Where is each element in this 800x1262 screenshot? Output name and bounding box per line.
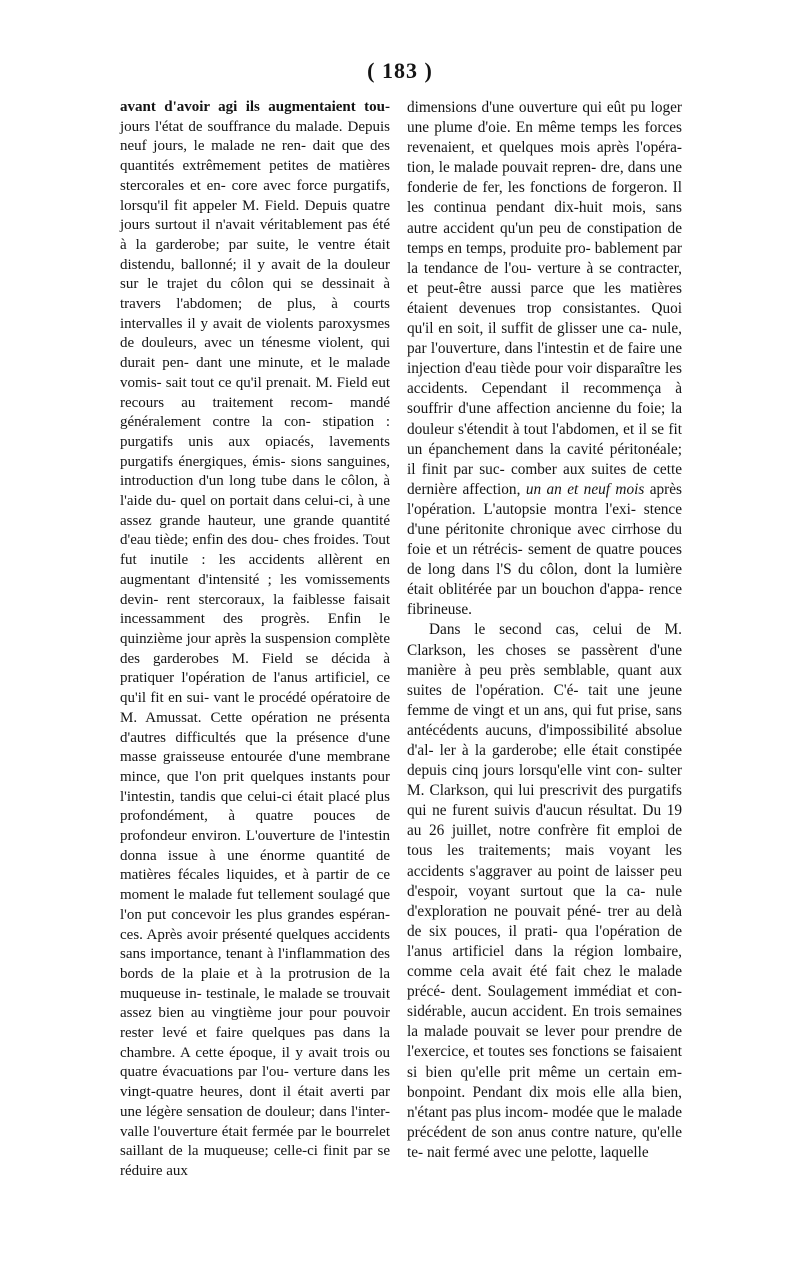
right-paragraph-1 [407, 98, 682, 620]
right-paragraph-1-after: après l'opération. L'autopsie montra l'exi- stence d'une péritonite chronique avec cirrhose du foie et un rétrécis- sement de quatre pouces de long dans l'S du côlon, dont la lumière était oblitérée par un bouchon d'appa- rence fibrineuse. [407, 480, 683, 619]
left-paragraph-1-lead: avant d'avoir agi ils augmentaient tou- [120, 99, 390, 115]
page-number: ( 183 ) [367, 58, 433, 83]
right-column [407, 98, 682, 1163]
left-paragraph-1 [120, 98, 390, 1182]
left-paragraph-1-text: jours l'état de souffrance du malade. Depuis neuf jours, le malade ne ren- dait que des quantités extrêmement petites de matières stercorales et en- core avec force purgatifs, lorsqu'il fit appeler M. Field. Depuis quatre jours surtout il n'avait véritablement pas été à la garderobe; par suite, le ventre était distendu, ballonné; il y avait de la douleur sur le trajet du côlon qui se dessinait à travers l'abdomen; de plus, à courts intervalles il y avait de violents paroxysmes de douleurs, avec un ténesme violent, qui durait pen- dant une minute, et le malade vomis- sait tout ce qu'il prenait. M. Field eut recours au traitement recom- mandé généralement contre la con- stipation : purgatifs unis aux opiacés, lavements purgatifs énergiques, émis- sions sanguines, introduction d'un long tube dans le côlon, à l'aide du- quel on portait dans celui-ci, à une assez grande hauteur, une grande quantité d'eau tiède; enfin des dou- ches froides. Tout fut inutile : les accidents allèrent en augmentant d'intensité ; les vomissements devin- rent stercoraux, la faiblesse faisait incessamment des progrès. Enfin le quinzième jour après la suspension complète des garderobes M. Field se décida à pratiquer l'opération de l'anus artificiel, ce qu'il fit en sui- vant le procédé opératoire de M. Amussat. Cette opération ne présenta d'autres difficultés que la présence d'une masse graisseuse entourée d'une membrane mince, que l'on prit quelques instants pour l'intestin, tandis que celui-ci était placé plus profondément, à quatre pouces de profondeur environ. L'ouverture de l'intestin donna issue à une énorme quantité de matières fécales liquides, et à partir de ce moment le malade fut tellement soulagé que l'on put concevoir les plus grandes espéran- ces. Après avoir présenté quelques accidents sans importance, tenant à l'inflammation des bords de la plaie et à la protrusion de la muqueuse in- testinale, le malade se trouvait assez bien au vingtième jour pour pouvoir rester levé et faire quelques pas dans la chambre. A cette époque, il y avait trois ou quatre évacuations par l'ou- verture dans les vingt-quatre heures, dont il était averti par une légère sensation de douleur; dans l'inter- valle l'ouverture était fermée par le bourrelet saillant de la muqueuse; celle-ci finit par se réduire aux [120, 118, 390, 1179]
right-paragraph-1-italic: un an et neuf mois [525, 480, 645, 498]
right-paragraph-2 [407, 620, 682, 1163]
left-column [120, 98, 390, 1182]
right-paragraph-1-text: dimensions d'une ouverture qui eût pu loger une plume d'oie. En même temps les forces revenaient, et quelques mois après l'opéra- tion, le malade pouvait repren- dre, dans une fonderie de fer, les fonctions de forgeron. Il les continua pendant dix-huit mois, sans autre accident qu'un peu de constipation de temps en temps, produite pro- bablement par la tendance de l'ou- verture à se contracter, et peut-être aussi parce que les matières étaient devenues trop consistantes. Quoi qu'il en soit, il suffit de glisser une ca- nule, par l'ouverture, dans l'intestin et de faire une injection d'eau tiède pour voir disparaître les accidents. Cependant il recommença à souffrir d'une affection ancienne du foie; la douleur s'étendit à tout l'abdomen, et il se fit un épanchement dans la cavité péritonéale; il finit par suc- comber aux suites de cette dernière affection, [407, 99, 682, 498]
right-paragraph-2-text: Dans le second cas, celui de M. Clarkson, les choses se passèrent d'une manière à peu près semblable, quant aux suites de l'opération. C'é- tait une jeune femme de vingt et un ans, qui fut prise, sans antécédents aucuns, d'impossibilité absolue d'al- ler à la garderobe; elle était constipée depuis cinq jours lorsqu'elle vint con- sulter M. Clarkson, qui lui prescrivit des purgatifs qui ne furent suivis d'aucun résultat. Du 19 au 26 juillet, notre confrère fit emploi de tous les traitements; mais voyant les accidents s'aggraver au point de laisser peu d'espoir, voyant surtout que la ca- nule d'exploration ne pouvait péné- trer au delà de six pouces, il prati- qua l'opération de l'anus artificiel dans la région lombaire, comme cela avait été fait chez le malade précé- dent. Soulagement immédiat et con- sidérable, aucun accident. En trois semaines la malade pouvait se lever pour prendre de l'exercice, et toutes ses fonctions se faisaient si bien qu'elle prit même un certain em- bonpoint. Pendant dix mois elle alla bien, n'étant pas plus incom- modée que le malade précédent de son anus contre nature, qu'elle te- nait fermé avec une pelotte, laquelle [407, 621, 682, 1161]
